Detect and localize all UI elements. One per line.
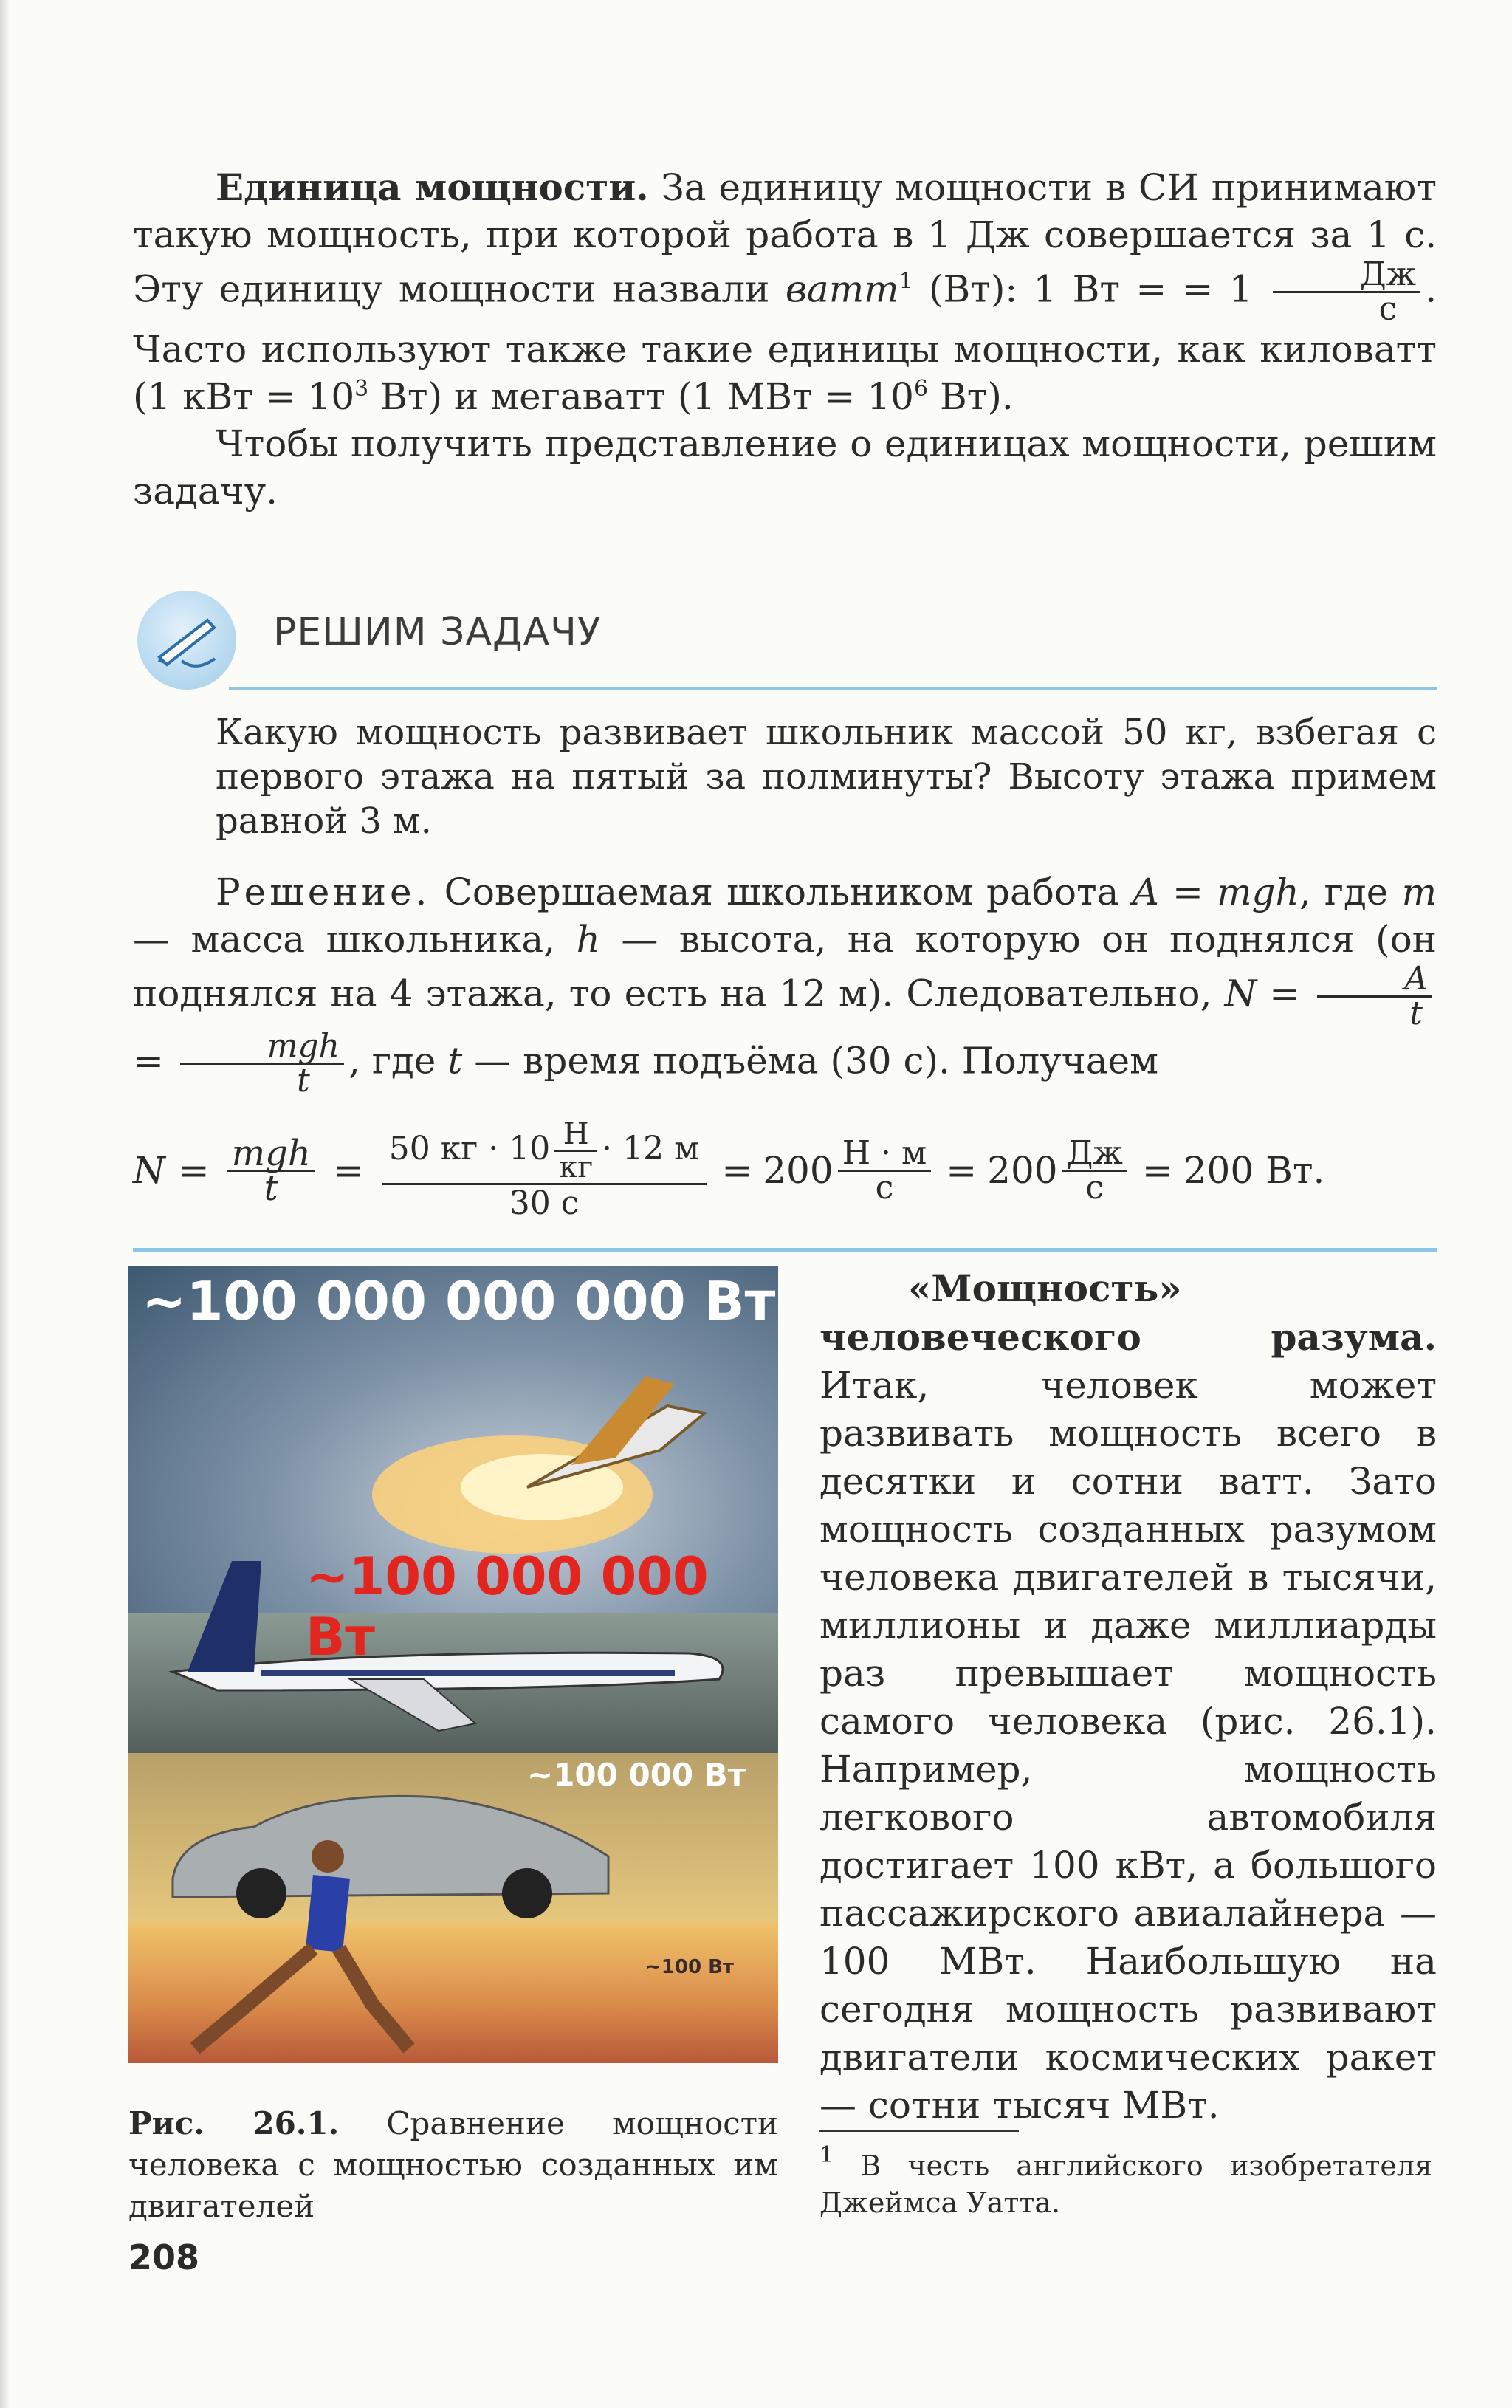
task-heading: РЕШИМ ЗАДАЧУ bbox=[273, 610, 602, 654]
page-number: 208 bbox=[128, 2237, 200, 2277]
lead-term: Единица мощности. bbox=[216, 165, 649, 209]
label-airplane-power: ~100 000 000 Вт bbox=[306, 1546, 709, 1667]
sidebar-text-block bbox=[819, 1264, 1437, 2130]
pencil-hand-icon bbox=[137, 591, 236, 690]
footnote-divider bbox=[819, 2130, 1019, 2132]
fraction-a-over-t: $\frac{A}{t}$ bbox=[1317, 963, 1432, 1030]
runner-illustration bbox=[128, 1827, 778, 2063]
formula-underline bbox=[133, 1248, 1437, 1252]
problem-text: Какую мощность развивает школьник массой 50 кг, взбегая с первого этажа на пятый за полминуты? Высоту этажа примем равной 3 м. bbox=[216, 712, 1437, 842]
sidebar-paragraph: «Мощность» человеческого разума. Итак, человек может развивать мощность всего в десятки и сотни ватт. Зато мощность созданных разумом человека двигателей в тысячи, миллионы и даже миллиарды раз превышает мощность самого человека (рис. 26.1). Например, мощность легкового автомобиля достигает 100 кВт, а большого пассажирского авиалайнера — 100 МВт. Наибольшую на сегодня мощность развивают двигатели космических ракет — сотни тысяч МВт. bbox=[819, 1266, 1437, 2127]
watt-term: ватт bbox=[785, 267, 899, 311]
power-calculation-formula: N = $\frac{\text{mgh}}{t}$ = 50 кг · 10 $\frac{Н}{кг}$ · 12 м 30 с = 200 $\frac{Н \cdot м}{с}$ = 200 $\frac{Дж}{с}$ = 200 Вт. bbox=[133, 1117, 1325, 1222]
work-formula: A = mgh bbox=[1132, 871, 1299, 913]
paragraph-intro-task: Чтобы получить представление о единицах мощности, решим задачу. bbox=[133, 422, 1437, 512]
fraction-joule-per-second: $\frac{Дж}{с}$ bbox=[1273, 258, 1420, 326]
caption-label: Рис. 26.1. bbox=[128, 2105, 340, 2141]
sidebar-lead: «Мощность» человеческого разума. bbox=[819, 1266, 1437, 1359]
heading-underline bbox=[229, 687, 1437, 690]
section-power-unit bbox=[133, 164, 1437, 515]
footnote-mark: 1 bbox=[898, 268, 913, 295]
problem-block bbox=[133, 710, 1437, 1100]
fraction-mgh-over-t: $\frac{\text{mgh}}{t}$ bbox=[180, 1030, 344, 1097]
solution-label: Решение. bbox=[216, 871, 431, 913]
solution-text: Решение. Совершаемая школьником работа A = mgh, где m — масса школьника, h — высота, на которую он поднялся (он поднялся на 4 этажа, то есть на 12 м). Следовательно, N = $\frac{A}{t}$ = $\frac{\text{mgh}}{t}$ , где t — время подъёма (30 с). Получаем bbox=[133, 871, 1437, 1100]
main-fraction: 50 кг · 10 $\frac{Н}{кг}$ · 12 м 30 с bbox=[382, 1119, 707, 1222]
paragraph-power-unit: Единица мощности. За единицу мощности в СИ принимают такую мощность, при которой работа в 1 Дж совершается за 1 с. Эту единицу мощности назвали ватт$^1$ (Вт): 1 Вт = = 1 $\frac{Дж}{с}$ . Часто используют также такие единицы мощности, как киловатт (1 кВт = $10^3$ Вт) и мегаватт (1 МВт = $10^6$ Вт). bbox=[133, 165, 1437, 418]
figure-power-comparison bbox=[128, 1266, 778, 2063]
label-rocket-power: ~100 000 000 000 Вт bbox=[142, 1270, 776, 1332]
figure-caption: Рис. 26.1. Сравнение мощности человека с мощностью созданных им двигателей bbox=[128, 2105, 778, 2224]
label-runner-power: ~100 Вт bbox=[645, 1956, 734, 1978]
footnote: $^1$ В честь английского изобретателя Джеймса Уатта. bbox=[819, 2142, 1432, 2219]
page-edge-shadow bbox=[0, 0, 10, 2408]
label-car-power: ~100 000 Вт bbox=[527, 1757, 746, 1793]
